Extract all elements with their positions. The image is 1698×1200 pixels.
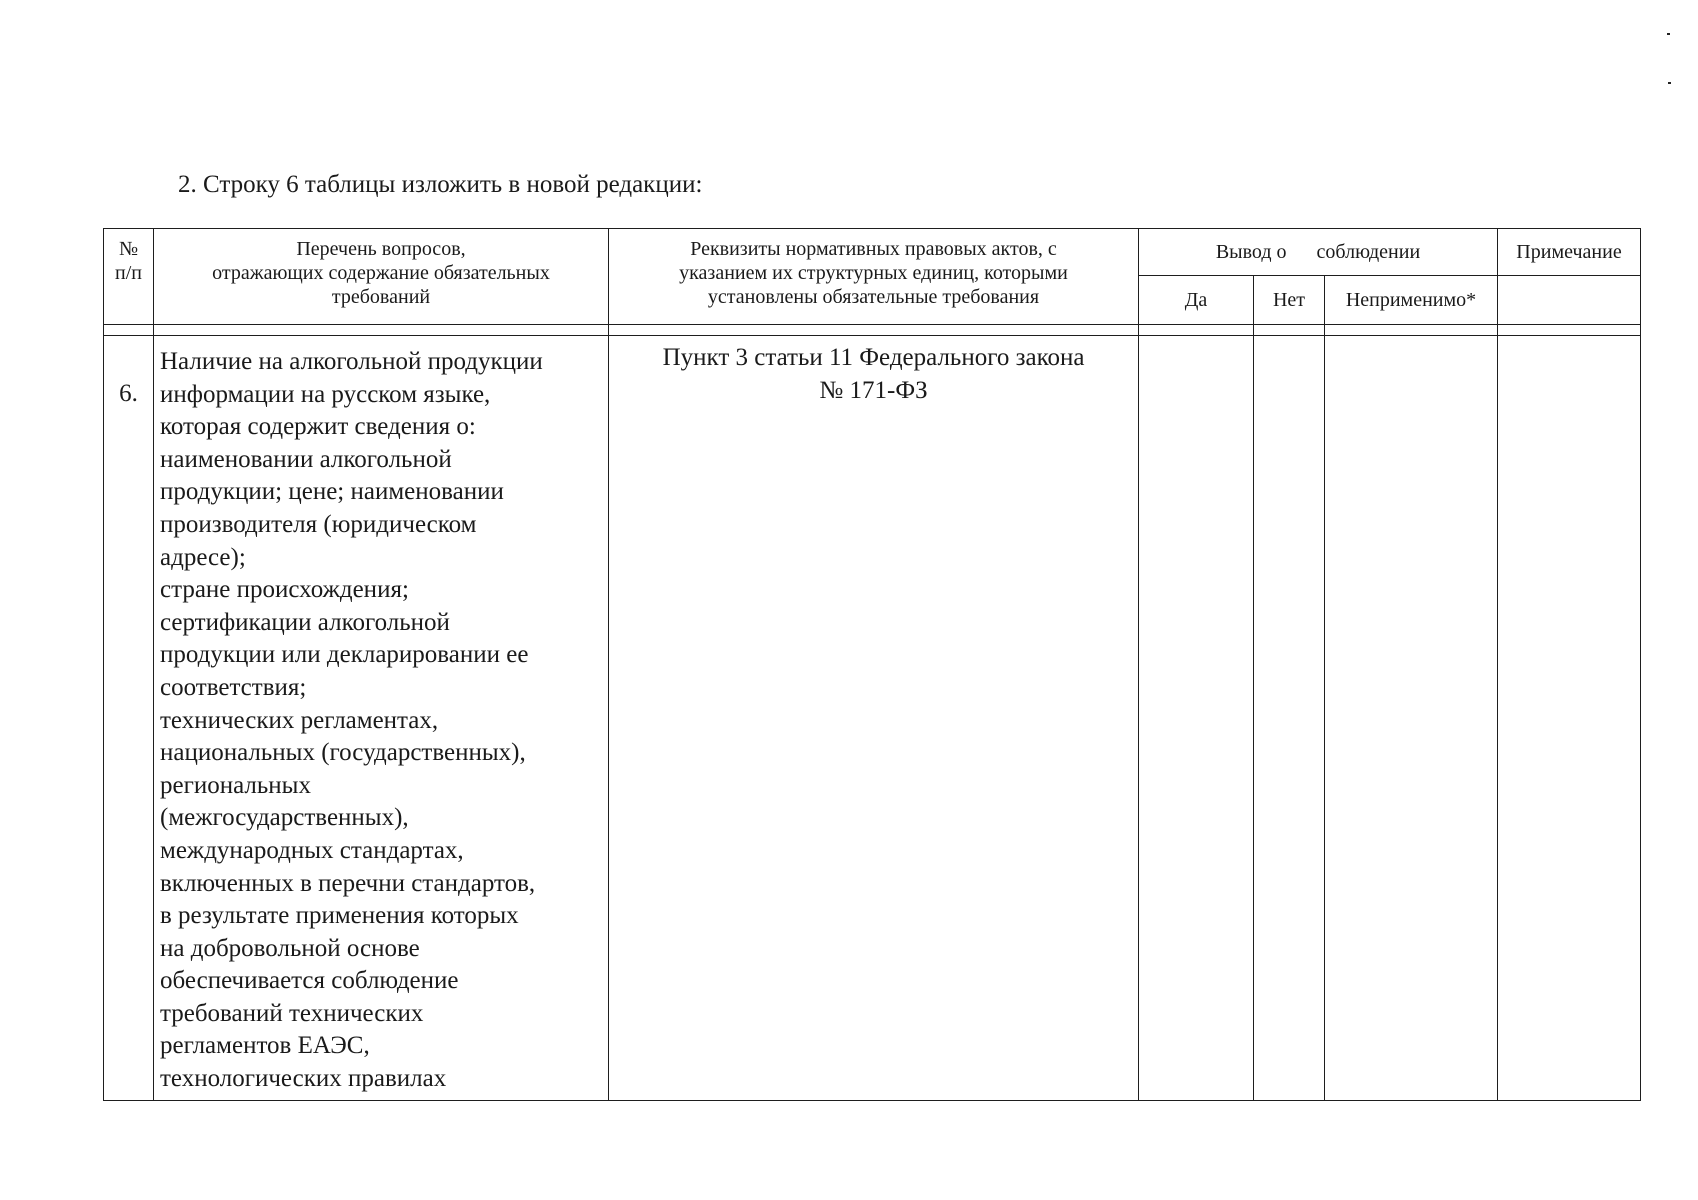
header-number-line1: № bbox=[118, 238, 139, 260]
scan-speck bbox=[1668, 82, 1671, 84]
question-line: соответствия; bbox=[160, 673, 307, 701]
requisites-line: Пункт 3 статьи 11 Федерального закона bbox=[662, 344, 1085, 371]
question-line: информации на русском языке, bbox=[160, 380, 491, 408]
row-note-cell[interactable] bbox=[1498, 336, 1641, 1101]
header-requisites bbox=[609, 229, 1139, 325]
question-line: сертификации алкогольной bbox=[160, 608, 450, 636]
question-line: продукции или декларировании ее bbox=[160, 641, 529, 669]
row-not-applicable-cell[interactable] bbox=[1325, 336, 1498, 1101]
question-line: продукции; цене; наименовании bbox=[160, 478, 504, 506]
header-note: Примечание bbox=[1498, 229, 1641, 276]
table-row bbox=[104, 336, 1641, 1101]
header-row-1 bbox=[104, 229, 1641, 276]
header-not-applicable: Неприменимо* bbox=[1325, 276, 1498, 325]
question-line: которая содержит сведения о: bbox=[160, 413, 476, 441]
header-questions-line: Перечень вопросов, bbox=[296, 238, 466, 260]
header-questions bbox=[154, 229, 609, 325]
question-line: требований технических bbox=[160, 999, 424, 1027]
question-line: национальных (государственных), bbox=[160, 739, 526, 767]
question-line: стране происхождения; bbox=[160, 576, 409, 604]
row-requisites bbox=[609, 336, 1139, 1101]
question-line: производителя (юридическом bbox=[160, 510, 477, 538]
header-questions-line: отражающих содержание обязательных bbox=[212, 262, 550, 284]
question-line: (межгосударственных), bbox=[160, 804, 409, 832]
header-requisites-line: Реквизиты нормативных правовых актов, с bbox=[690, 238, 1057, 260]
scan-speck bbox=[1667, 33, 1670, 35]
header-number-line2: п/п bbox=[115, 262, 142, 284]
header-requisites-line: указанием их структурных единиц, которыми bbox=[679, 262, 1068, 284]
question-line: включенных в перечни стандартов, bbox=[160, 869, 536, 897]
row-yes-cell[interactable] bbox=[1139, 336, 1254, 1101]
row-no-cell[interactable] bbox=[1254, 336, 1325, 1101]
question-line: международных стандартах, bbox=[160, 836, 464, 864]
row-number: 6. bbox=[104, 336, 154, 1101]
requirements-table bbox=[103, 228, 1641, 1101]
header-requisites-line: установлены обязательные требования bbox=[707, 286, 1040, 308]
table-gap-row bbox=[104, 325, 1641, 336]
header-note-blank bbox=[1498, 276, 1641, 325]
requisites-line: № 171-ФЗ bbox=[819, 376, 928, 404]
question-line: технических регламентах, bbox=[160, 706, 439, 734]
question-line: регламентов ЕАЭС, bbox=[160, 1032, 370, 1060]
question-line: технологических правилах bbox=[160, 1065, 447, 1093]
header-number bbox=[104, 229, 154, 325]
question-line: региональных bbox=[160, 771, 311, 799]
header-yes: Да bbox=[1139, 276, 1254, 325]
header-questions-line: требований bbox=[331, 286, 431, 308]
question-line: обеспечивается соблюдение bbox=[160, 967, 459, 995]
question-line: Наличие на алкогольной продукции bbox=[160, 348, 543, 375]
row-question bbox=[154, 336, 609, 1101]
question-line: на добровольной основе bbox=[160, 934, 420, 962]
question-line: наименовании алкогольной bbox=[160, 445, 452, 473]
header-no: Нет bbox=[1254, 276, 1325, 325]
question-line: в результате применения которых bbox=[160, 902, 519, 930]
question-line: адресе); bbox=[160, 543, 246, 571]
header-conclusion: Вывод о соблюдении bbox=[1139, 229, 1498, 276]
intro-paragraph: 2. Строку 6 таблицы изложить в новой редакции: bbox=[178, 171, 703, 198]
